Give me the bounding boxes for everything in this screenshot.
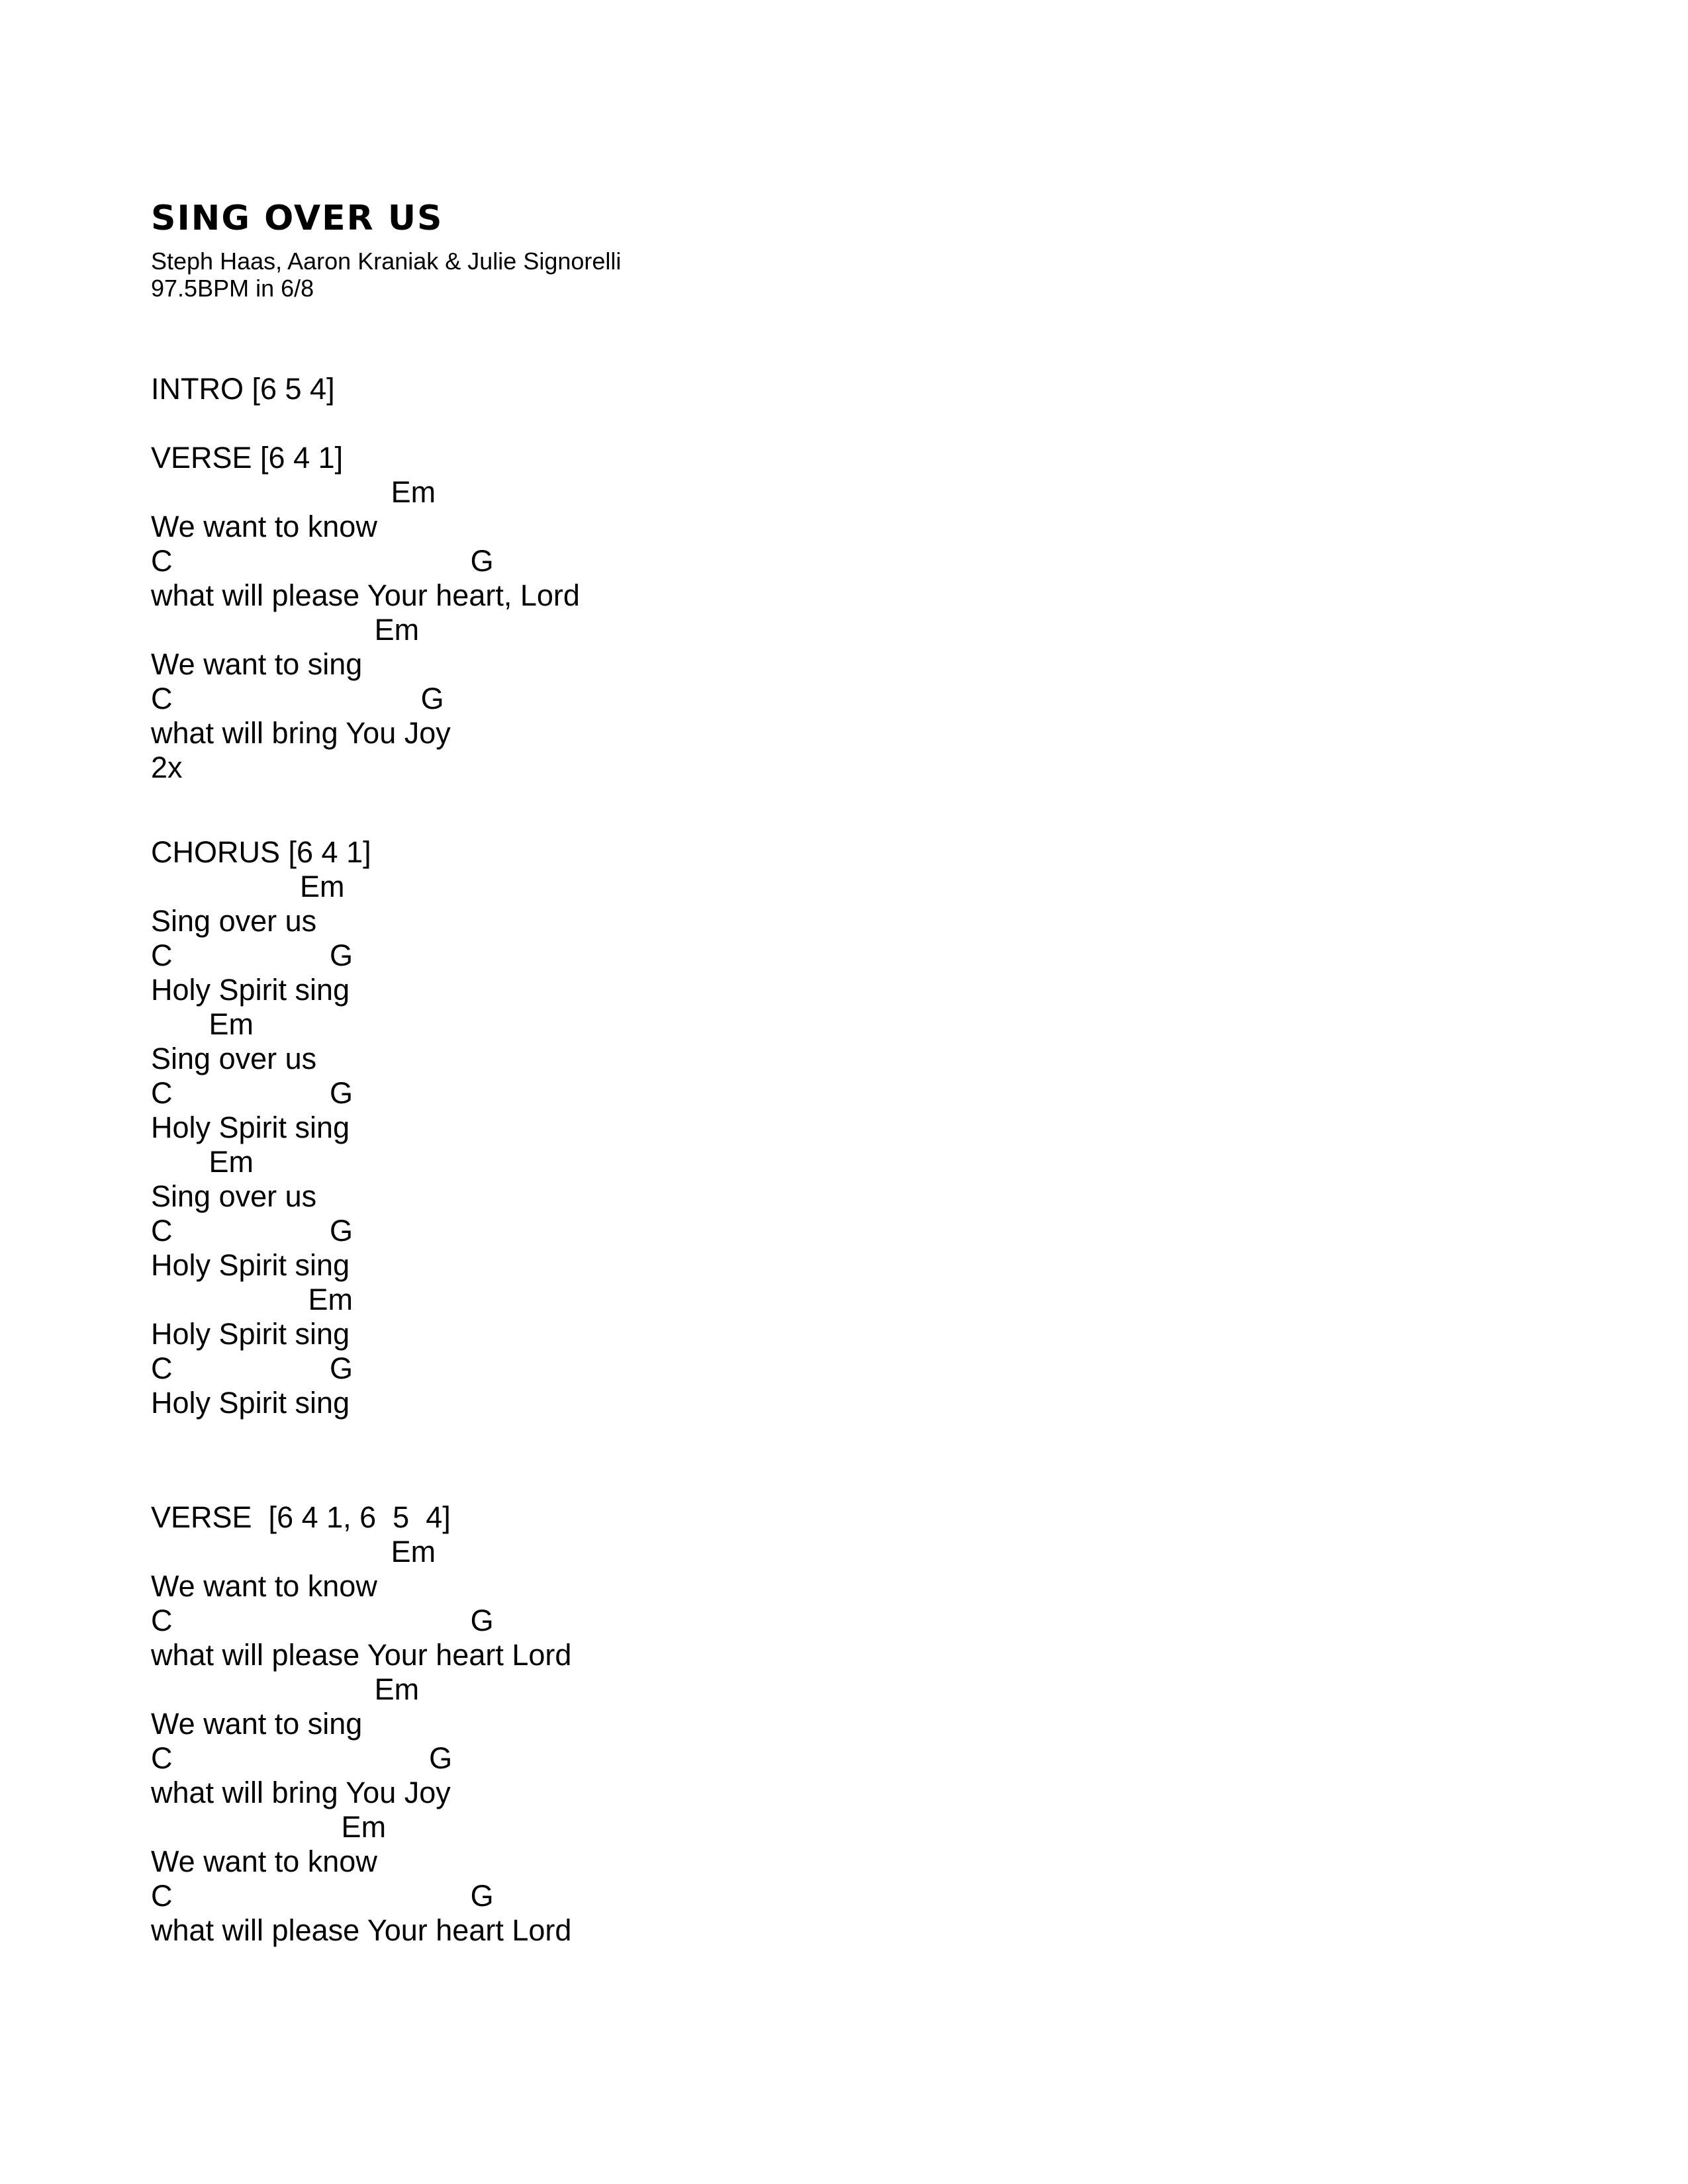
chord-line: Em — [151, 1535, 436, 1569]
chord-line: C G — [151, 1076, 353, 1110]
chord-line: Em — [151, 870, 345, 903]
chord-line: Em — [151, 1145, 254, 1179]
tempo-line: 97.5BPM in 6/8 — [151, 275, 314, 302]
lyric-line: We want to know — [151, 510, 377, 543]
chord-line: C G — [151, 938, 353, 972]
lyric-line: Sing over us — [151, 904, 317, 938]
lyric-line: Sing over us — [151, 1042, 317, 1075]
chord-line: C G — [151, 1214, 353, 1248]
lyric-line: 2x — [151, 751, 183, 784]
lyric-line: what will please Your heart Lord — [151, 1913, 572, 1947]
chord-line: C G — [151, 1879, 494, 1913]
chord-line: Em — [151, 475, 436, 509]
lyric-line: what will bring You Joy — [151, 1776, 451, 1809]
lyric-line: Holy Spirit sing — [151, 1386, 350, 1420]
chord-line: C G — [151, 1351, 353, 1385]
song-title: SING OVER US — [151, 199, 444, 238]
section-heading: CHORUS [6 4 1] — [151, 835, 371, 869]
song-meta — [151, 248, 1688, 302]
song-section-verse-2 — [151, 1500, 1688, 1948]
section-heading: VERSE [6 4 1, 6 5 4] — [151, 1500, 451, 1534]
lyric-line: Holy Spirit sing — [151, 1317, 350, 1351]
chord-line: C G — [151, 544, 494, 578]
chord-line: C G — [151, 682, 444, 715]
chord-line: Em — [151, 1810, 387, 1844]
lyric-line: what will bring You Joy — [151, 716, 451, 750]
lyric-line: what will please Your heart, Lord — [151, 578, 580, 612]
song-header — [151, 199, 1688, 302]
chord-line: Em — [151, 1283, 353, 1316]
chord-line: Em — [151, 1007, 254, 1041]
section-heading: INTRO [6 5 4] — [151, 372, 335, 406]
song-section-verse-1 — [151, 441, 1688, 785]
lyric-line: Holy Spirit sing — [151, 973, 350, 1007]
song-body — [151, 372, 1688, 1948]
lyric-line: We want to sing — [151, 647, 363, 681]
authors-line: Steph Haas, Aaron Kraniak & Julie Signorelli — [151, 248, 622, 275]
chord-line: Em — [151, 1672, 420, 1706]
lyric-line: what will please Your heart Lord — [151, 1638, 572, 1672]
lyric-line: We want to know — [151, 1844, 377, 1878]
song-section-intro — [151, 372, 1688, 406]
section-heading: VERSE [6 4 1] — [151, 441, 344, 475]
song-section-chorus — [151, 835, 1688, 1420]
chord-line: C G — [151, 1741, 453, 1775]
chord-line: C G — [151, 1604, 494, 1637]
chord-line: Em — [151, 613, 420, 647]
lyric-line: Sing over us — [151, 1179, 317, 1213]
lyric-line: We want to know — [151, 1569, 377, 1603]
lyric-line: Holy Spirit sing — [151, 1248, 350, 1282]
lyric-line: Holy Spirit sing — [151, 1111, 350, 1144]
lyric-line: We want to sing — [151, 1707, 363, 1741]
